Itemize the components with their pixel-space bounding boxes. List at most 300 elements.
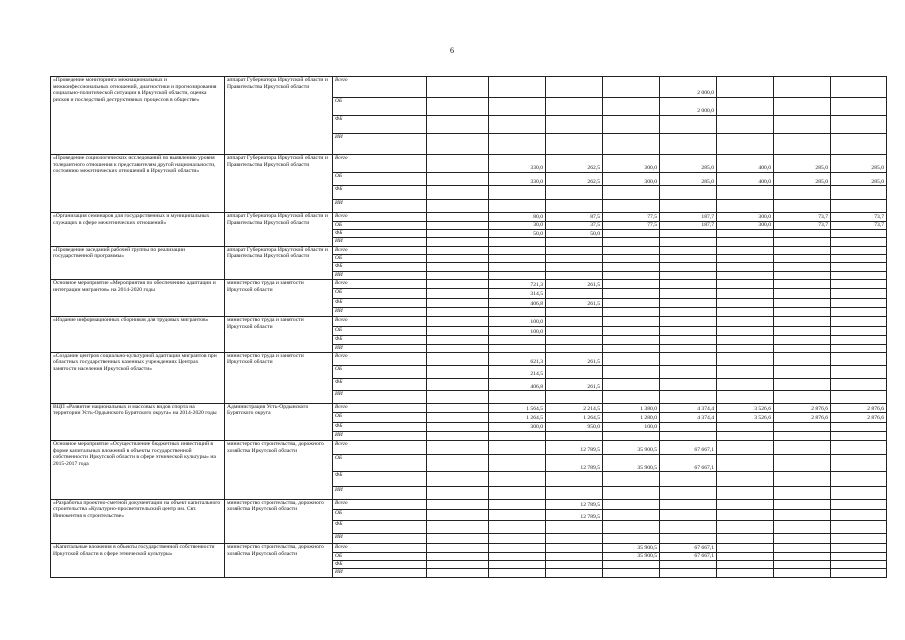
value-cell (717, 230, 774, 238)
value-cell (603, 499, 660, 509)
value-cell (831, 499, 887, 509)
value-cell (427, 172, 489, 186)
value-cell (831, 454, 887, 472)
page-number: 6 (450, 46, 454, 55)
table-row (51, 441, 887, 455)
value-cell (603, 366, 660, 378)
value-cell: 300,0 (717, 213, 774, 221)
value-cell (660, 230, 717, 238)
value-cell (603, 238, 660, 246)
value-cell (831, 521, 887, 533)
value-cell (603, 308, 660, 317)
value-cell (603, 326, 660, 335)
value-cell (427, 569, 489, 578)
value-cell (774, 441, 831, 455)
value-cell (427, 431, 489, 440)
value-cell (774, 552, 831, 560)
value-cell (717, 238, 774, 246)
value-cell (831, 255, 887, 263)
value-cell (660, 509, 717, 520)
value-cell (489, 336, 546, 344)
value-cell (831, 77, 887, 98)
value-cell (774, 472, 831, 487)
funding-source: Всего (333, 77, 427, 98)
value-cell (774, 186, 831, 200)
value-cell (831, 246, 887, 254)
value-cell (774, 271, 831, 279)
executor-name: министерство труда и занятости Иркутской области (225, 280, 333, 317)
value-cell (774, 280, 831, 289)
value-cell (546, 199, 603, 213)
executor-name: аппарат Губернатора Иркутской области и Правительства Иркутской области (225, 77, 333, 155)
value-cell (774, 344, 831, 352)
activity-name: «Создание центров социально-культурной адаптации мигрантов при областных государственных казенных учреждениях Центрах занятости населения Иркутской области» (51, 352, 225, 403)
value-cell (717, 271, 774, 279)
value-cell: 721,3 (489, 280, 546, 289)
value-cell (489, 544, 546, 552)
value-cell (717, 336, 774, 344)
value-cell (489, 521, 546, 533)
value-cell: 2 876,6 (831, 413, 887, 422)
funding-source: ИИ (333, 271, 427, 279)
value-cell (546, 317, 603, 326)
value-cell (546, 238, 603, 246)
value-cell (489, 271, 546, 279)
funding-source: Всего (333, 544, 427, 552)
value-cell (831, 544, 887, 552)
funding-source: ИИ (333, 134, 427, 155)
value-cell (660, 280, 717, 289)
value-cell: 285,0 (831, 155, 887, 173)
value-cell (774, 77, 831, 98)
funding-source: Всего (333, 317, 427, 326)
value-cell (831, 552, 887, 560)
value-cell (427, 499, 489, 509)
funding-source: ИИ (333, 308, 427, 317)
funding-source: ФБ (333, 422, 427, 431)
value-cell (831, 472, 887, 487)
value-cell (546, 366, 603, 378)
value-cell (546, 344, 603, 352)
value-cell (546, 487, 603, 499)
value-cell (489, 115, 546, 134)
value-cell (831, 326, 887, 335)
value-cell: 1 264,5 (546, 413, 603, 422)
value-cell: 187,7 (660, 221, 717, 229)
value-cell (831, 238, 887, 246)
value-cell: 67 667,1 (660, 544, 717, 552)
value-cell (427, 263, 489, 271)
funding-source: ОБ (333, 255, 427, 263)
value-cell (427, 344, 489, 352)
value-cell (427, 221, 489, 229)
value-cell (717, 472, 774, 487)
value-cell (831, 271, 887, 279)
value-cell (831, 431, 887, 440)
value-cell: 621,3 (489, 352, 546, 366)
value-cell (774, 263, 831, 271)
value-cell (489, 77, 546, 98)
value-cell (774, 289, 831, 298)
value-cell (603, 472, 660, 487)
value-cell (831, 230, 887, 238)
value-cell: 100,0 (489, 326, 546, 335)
value-cell (489, 454, 546, 472)
value-cell (660, 115, 717, 134)
executor-name: министерство строительства, дорожного хозяйства Иркутской области (225, 544, 333, 578)
value-cell (774, 326, 831, 335)
value-cell: 77,5 (603, 213, 660, 221)
value-cell: 330,0 (489, 155, 546, 173)
value-cell (660, 560, 717, 568)
funding-source: ИИ (333, 533, 427, 543)
value-cell (717, 134, 774, 155)
value-cell (660, 298, 717, 307)
value-cell (489, 246, 546, 254)
value-cell (717, 552, 774, 560)
funding-source: Всего (333, 246, 427, 254)
table-row (51, 403, 887, 412)
value-cell: 1 264,5 (489, 413, 546, 422)
value-cell (427, 246, 489, 254)
value-cell: 4 374,4 (660, 413, 717, 422)
value-cell (603, 487, 660, 499)
value-cell (427, 199, 489, 213)
funding-source: ФБ (333, 115, 427, 134)
value-cell (660, 569, 717, 578)
value-cell (660, 499, 717, 509)
value-cell (427, 422, 489, 431)
value-cell: 300,0 (717, 221, 774, 229)
value-cell (717, 317, 774, 326)
funding-source: ФБ (333, 472, 427, 487)
value-cell (717, 199, 774, 213)
value-cell: 300,0 (603, 155, 660, 173)
value-cell: 1 280,0 (603, 413, 660, 422)
value-cell: 73,7 (831, 221, 887, 229)
activity-name: «Капитальные вложения в объекты государственной собственности Иркутской области в сфере этнической культуры» (51, 544, 225, 578)
value-cell (831, 391, 887, 403)
funding-source: ФБ (333, 378, 427, 390)
value-cell (660, 317, 717, 326)
value-cell (831, 263, 887, 271)
value-cell (717, 308, 774, 317)
value-cell (489, 344, 546, 352)
value-cell: 285,0 (660, 172, 717, 186)
value-cell (774, 317, 831, 326)
funding-source: ФБ (333, 186, 427, 200)
value-cell (427, 366, 489, 378)
value-cell (603, 115, 660, 134)
value-cell: 285,0 (831, 172, 887, 186)
value-cell: 73,7 (774, 221, 831, 229)
value-cell (660, 344, 717, 352)
value-cell (660, 289, 717, 298)
funding-source: ОБ (333, 509, 427, 520)
value-cell (660, 521, 717, 533)
value-cell (427, 533, 489, 543)
value-cell (489, 308, 546, 317)
funding-source: Всего (333, 403, 427, 412)
value-cell (603, 255, 660, 263)
value-cell (603, 569, 660, 578)
value-cell (717, 391, 774, 403)
executor-name: министерство строительства, дорожного хозяйства Иркутской области (225, 441, 333, 499)
value-cell (603, 509, 660, 520)
value-cell (489, 533, 546, 543)
value-cell: 87,5 (546, 213, 603, 221)
funding-source: ИИ (333, 238, 427, 246)
value-cell (427, 186, 489, 200)
value-cell (774, 487, 831, 499)
value-cell (603, 263, 660, 271)
value-cell (427, 552, 489, 560)
budget-table (50, 76, 887, 578)
value-cell (717, 544, 774, 552)
value-cell (489, 186, 546, 200)
value-cell (717, 378, 774, 390)
value-cell (427, 213, 489, 221)
funding-source: ИИ (333, 487, 427, 499)
value-cell (489, 472, 546, 487)
funding-source: ОБ (333, 289, 427, 298)
value-cell (717, 569, 774, 578)
value-cell (546, 391, 603, 403)
value-cell (546, 560, 603, 568)
executor-name: министерство строительства, дорожного хозяйства Иркутской области (225, 499, 333, 544)
value-cell (603, 560, 660, 568)
value-cell (427, 352, 489, 366)
value-cell: 400,0 (717, 172, 774, 186)
value-cell: 12 789,5 (546, 441, 603, 455)
value-cell (603, 352, 660, 366)
value-cell (427, 509, 489, 520)
value-cell (546, 134, 603, 155)
activity-name: «Проведение мониторинга межнациональных и межконфессиональных отношений, диагностики и прогнозирования социально-политической ситуации в Иркутской области, оценка рисков и последствий деструктивных процессов в обществе» (51, 77, 225, 155)
value-cell: 12 789,5 (546, 499, 603, 509)
value-cell (831, 134, 887, 155)
value-cell: 2 000,0 (660, 97, 717, 115)
activity-name: «Организация семинаров для государственных и муниципальных служащих в сфере межэтнических отношений» (51, 213, 225, 246)
value-cell (831, 422, 887, 431)
value-cell (546, 552, 603, 560)
value-cell: 261,5 (546, 378, 603, 390)
value-cell (546, 569, 603, 578)
funding-source: Всего (333, 352, 427, 366)
value-cell: 67 667,1 (660, 552, 717, 560)
value-cell: 67 667,1 (660, 454, 717, 472)
value-cell: 35 900,5 (603, 544, 660, 552)
value-cell: 314,5 (489, 289, 546, 298)
value-cell (546, 544, 603, 552)
executor-name: министерство труда и занятости Иркутской области (225, 352, 333, 403)
value-cell (546, 77, 603, 98)
value-cell (427, 238, 489, 246)
value-cell (717, 289, 774, 298)
value-cell (603, 521, 660, 533)
funding-source: ОБ (333, 413, 427, 422)
value-cell (427, 326, 489, 335)
value-cell: 261,5 (546, 298, 603, 307)
value-cell (774, 422, 831, 431)
funding-source: ОБ (333, 552, 427, 560)
funding-source: ИИ (333, 199, 427, 213)
activity-name: «Проведение заседаний рабочей группы по реализации государственной программы» (51, 246, 225, 279)
value-cell (603, 533, 660, 543)
funding-source: ИИ (333, 431, 427, 440)
value-cell: 406,8 (489, 378, 546, 390)
table-row (51, 499, 887, 509)
value-cell (489, 255, 546, 263)
value-cell (427, 454, 489, 472)
value-cell (489, 431, 546, 440)
value-cell (660, 378, 717, 390)
funding-source: ОБ (333, 454, 427, 472)
table-row (51, 155, 887, 173)
value-cell: 100,0 (603, 422, 660, 431)
value-cell: 2 214,5 (546, 403, 603, 412)
value-cell (774, 544, 831, 552)
value-cell (660, 263, 717, 271)
value-cell (603, 431, 660, 440)
value-cell (831, 352, 887, 366)
value-cell (660, 391, 717, 403)
funding-source: Всего (333, 441, 427, 455)
table-row (51, 77, 887, 98)
value-cell (546, 533, 603, 543)
value-cell (774, 560, 831, 568)
value-cell (427, 560, 489, 568)
value-cell (489, 552, 546, 560)
funding-source: ФБ (333, 263, 427, 271)
value-cell (603, 97, 660, 115)
value-cell (831, 533, 887, 543)
value-cell: 35 900,5 (603, 552, 660, 560)
value-cell (603, 391, 660, 403)
funding-source: ОБ (333, 221, 427, 229)
value-cell (427, 544, 489, 552)
value-cell (660, 134, 717, 155)
value-cell (774, 569, 831, 578)
value-cell (831, 97, 887, 115)
value-cell (831, 560, 887, 568)
funding-source: ОБ (333, 326, 427, 335)
value-cell (546, 472, 603, 487)
table-row (51, 213, 887, 221)
value-cell (774, 308, 831, 317)
value-cell (717, 97, 774, 115)
value-cell: 285,0 (774, 155, 831, 173)
funding-source: Всего (333, 155, 427, 173)
value-cell: 300,0 (489, 422, 546, 431)
activity-name: «Разработка проектно-сметной документации на объект капитального строительства «Культурно-просветительский центр им. Свт. Иннокентия в строительстве» (51, 499, 225, 544)
value-cell: 950,0 (546, 422, 603, 431)
value-cell (427, 230, 489, 238)
table-row (51, 280, 887, 289)
value-cell (427, 271, 489, 279)
value-cell: 30,0 (489, 221, 546, 229)
value-cell (427, 115, 489, 134)
value-cell: 2 876,6 (831, 403, 887, 412)
value-cell (774, 115, 831, 134)
value-cell (489, 441, 546, 455)
value-cell: 261,5 (546, 352, 603, 366)
value-cell (774, 238, 831, 246)
value-cell (603, 336, 660, 344)
value-cell (717, 344, 774, 352)
value-cell: 187,7 (660, 213, 717, 221)
value-cell (774, 391, 831, 403)
value-cell (717, 366, 774, 378)
value-cell (546, 97, 603, 115)
table-row (51, 544, 887, 552)
value-cell: 2 876,6 (774, 413, 831, 422)
value-cell (717, 454, 774, 472)
funding-source: ФБ (333, 298, 427, 307)
value-cell (717, 298, 774, 307)
value-cell (774, 230, 831, 238)
value-cell (427, 77, 489, 98)
value-cell (774, 366, 831, 378)
value-cell: 2 000,0 (660, 77, 717, 98)
executor-name: министерство труда и занятости Иркутской области (225, 317, 333, 352)
value-cell: 37,5 (546, 221, 603, 229)
value-cell (489, 199, 546, 213)
value-cell (603, 134, 660, 155)
value-cell (660, 246, 717, 254)
value-cell: 214,5 (489, 366, 546, 378)
funding-source: ОБ (333, 366, 427, 378)
value-cell (774, 246, 831, 254)
value-cell (427, 472, 489, 487)
value-cell: 3 526,6 (717, 413, 774, 422)
value-cell (603, 77, 660, 98)
value-cell (489, 499, 546, 509)
activity-name: «Проведение социологических исследований по выявлению уровня толерантного отношения к представителям другой национальности, состоянию межэтнических отношений в Иркутской области» (51, 155, 225, 213)
funding-source: ФБ (333, 560, 427, 568)
value-cell (831, 199, 887, 213)
value-cell (774, 199, 831, 213)
value-cell (427, 441, 489, 455)
value-cell (660, 186, 717, 200)
value-cell (774, 97, 831, 115)
table-row (51, 246, 887, 254)
value-cell (546, 115, 603, 134)
activity-name: Основное мероприятие «Осуществление бюджетных инвестиций в форме капитальных вложений в объекты государственной собственности Иркутской области в сфере этнической культуры» на 2015-2017 года (51, 441, 225, 499)
value-cell (489, 134, 546, 155)
value-cell (427, 255, 489, 263)
value-cell (660, 238, 717, 246)
value-cell (831, 308, 887, 317)
value-cell: 67 667,1 (660, 441, 717, 455)
value-cell (717, 509, 774, 520)
value-cell (603, 186, 660, 200)
executor-name: аппарат Губернатора Иркутской области и Правительства Иркутской области (225, 155, 333, 213)
value-cell: 400,0 (717, 155, 774, 173)
value-cell (427, 280, 489, 289)
value-cell: 2 876,6 (774, 403, 831, 412)
funding-source: ФБ (333, 230, 427, 238)
value-cell (660, 472, 717, 487)
value-cell (660, 533, 717, 543)
value-cell (831, 441, 887, 455)
funding-source: ИИ (333, 569, 427, 578)
value-cell: 262,5 (546, 155, 603, 173)
value-cell (831, 336, 887, 344)
value-cell (831, 378, 887, 390)
value-cell (831, 298, 887, 307)
value-cell: 262,5 (546, 172, 603, 186)
